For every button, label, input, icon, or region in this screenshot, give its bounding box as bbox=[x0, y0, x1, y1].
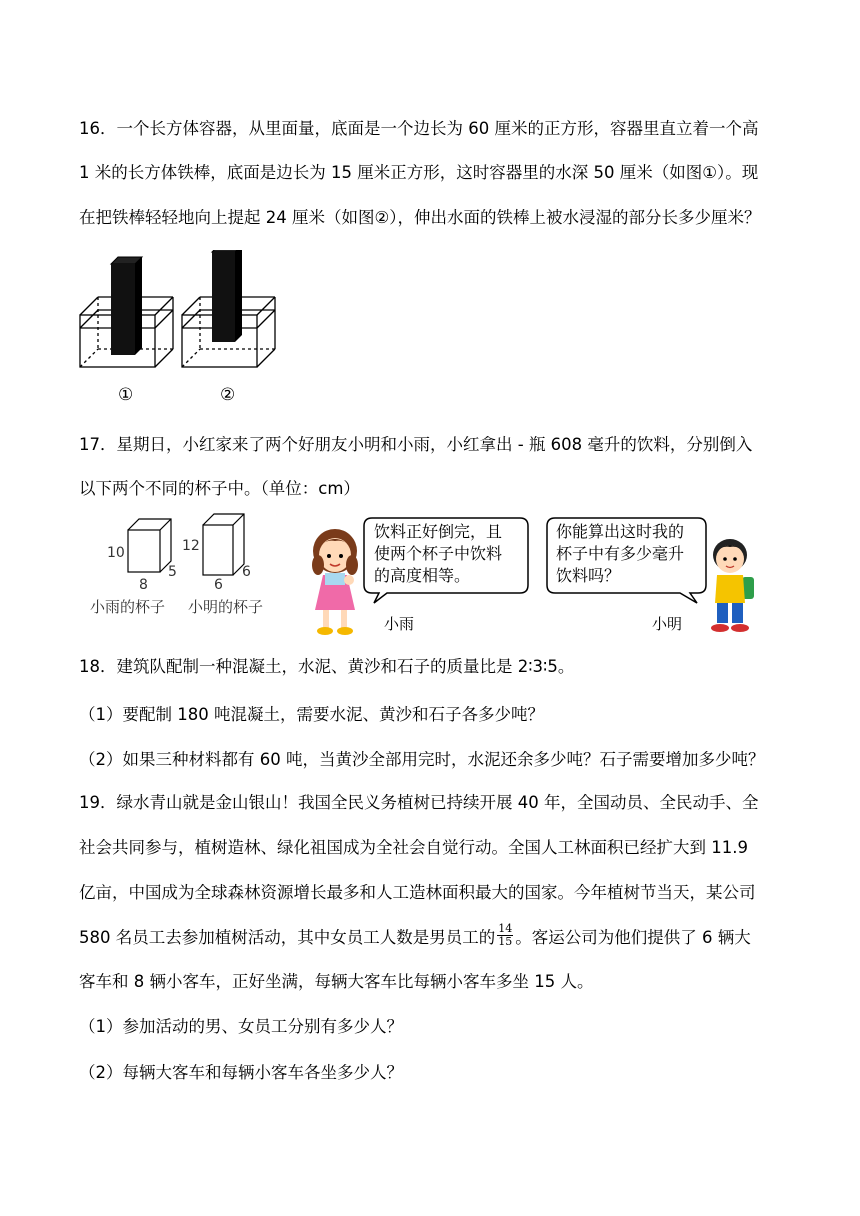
q19-line-5: 客车和 8 辆小客车，正好坐满，每辆大客车比每辆小客车多坐 15 人。 bbox=[79, 972, 594, 991]
q16-line-3: 在把铁棒轻轻地向上提起 24 厘米（如图②），伸出水面的铁棒上被水浸湿的部分长多少厘米？ bbox=[79, 208, 761, 227]
cup2-width: 6 bbox=[242, 564, 251, 580]
q19-line-2: 社会共同参与，植树造林、绿化祖国成为全社会自觉行动。全国人工林面积已经扩大到 11.9 bbox=[79, 838, 748, 857]
figure-label-1: ① bbox=[118, 385, 134, 405]
cup1-length: 8 bbox=[139, 577, 148, 593]
cup1-caption: 小雨的杯子 bbox=[90, 598, 166, 616]
q16-line-2: 1 米的长方体铁棒，底面是边长为 15 厘米正方形，这时容器里的水深 50 厘米（如图①）。现 bbox=[79, 163, 759, 182]
cups-figure bbox=[88, 505, 288, 620]
cup2-height: 12 bbox=[182, 538, 200, 554]
bubble1-line-3: 的高度相等。 bbox=[374, 566, 471, 585]
q19-line-4-after: 。客运公司为他们提供了 6 辆大 bbox=[515, 928, 751, 947]
q19-sub-2: （2）每辆大客车和每辆小客车各坐多少人？ bbox=[79, 1063, 403, 1082]
girl-name: 小雨 bbox=[384, 615, 415, 633]
figure-label-2: ② bbox=[220, 385, 236, 405]
cup1-width: 5 bbox=[168, 564, 177, 580]
fraction-numerator: 14 bbox=[498, 922, 513, 935]
cup2-caption: 小明的杯子 bbox=[188, 598, 264, 616]
q18-line-1: 18．建筑队配制一种混凝土，水泥、黄沙和石子的质量比是 2∶3∶5。 bbox=[79, 657, 575, 676]
q16-figure bbox=[75, 250, 285, 410]
q17-line-1: 17．星期日，小红家来了两个好朋友小明和小雨，小红拿出 - 瓶 608 毫升的饮料，分别倒入 bbox=[79, 435, 753, 454]
cup2-length: 6 bbox=[214, 577, 223, 593]
bubble2-line-3: 饮料吗？ bbox=[556, 566, 621, 585]
bubble1-line-2: 使两个杯子中饮料 bbox=[374, 544, 503, 563]
fraction-14-15 bbox=[497, 923, 513, 948]
cup1-height: 10 bbox=[107, 545, 125, 561]
bubble2-line-1: 你能算出这时我的 bbox=[556, 522, 685, 541]
q18-sub-2: （2）如果三种材料都有 60 吨，当黄沙全部用完时，水泥还余多少吨？石子需要增加多少吨？ bbox=[79, 750, 765, 769]
q19-line-3: 亿亩，中国成为全球森林资源增长最多和人工造林面积最大的国家。今年植树节当天，某公司 bbox=[79, 883, 756, 902]
q19-line-1: 19．绿水青山就是金山银山！我国全民义务植树已持续开展 40 年，全国动员、全民动手、全 bbox=[79, 793, 759, 812]
boy-illustration bbox=[700, 535, 760, 640]
fraction-denominator: 15 bbox=[498, 935, 513, 948]
q16-line-1: 16．一个长方体容器，从里面量，底面是一个边长为 60 厘米的正方形，容器里直立着一个高 bbox=[79, 119, 759, 138]
boy-name: 小明 bbox=[652, 615, 683, 633]
bubble1-line-1: 饮料正好倒完，且 bbox=[374, 522, 503, 541]
q19-line-4-before: 580 名员工去参加植树活动，其中女员工人数是男员工的 bbox=[79, 928, 496, 947]
q19-sub-1: （1）参加活动的男、女员工分别有多少人？ bbox=[79, 1017, 403, 1036]
q18-sub-1: （1）要配制 180 吨混凝土，需要水泥、黄沙和石子各多少吨？ bbox=[79, 705, 544, 724]
bubble2-line-2: 杯子中有多少毫升 bbox=[556, 544, 685, 563]
q19-line-4 bbox=[79, 922, 751, 951]
q17-line-2: 以下两个不同的杯子中。（单位：cm） bbox=[79, 479, 360, 498]
